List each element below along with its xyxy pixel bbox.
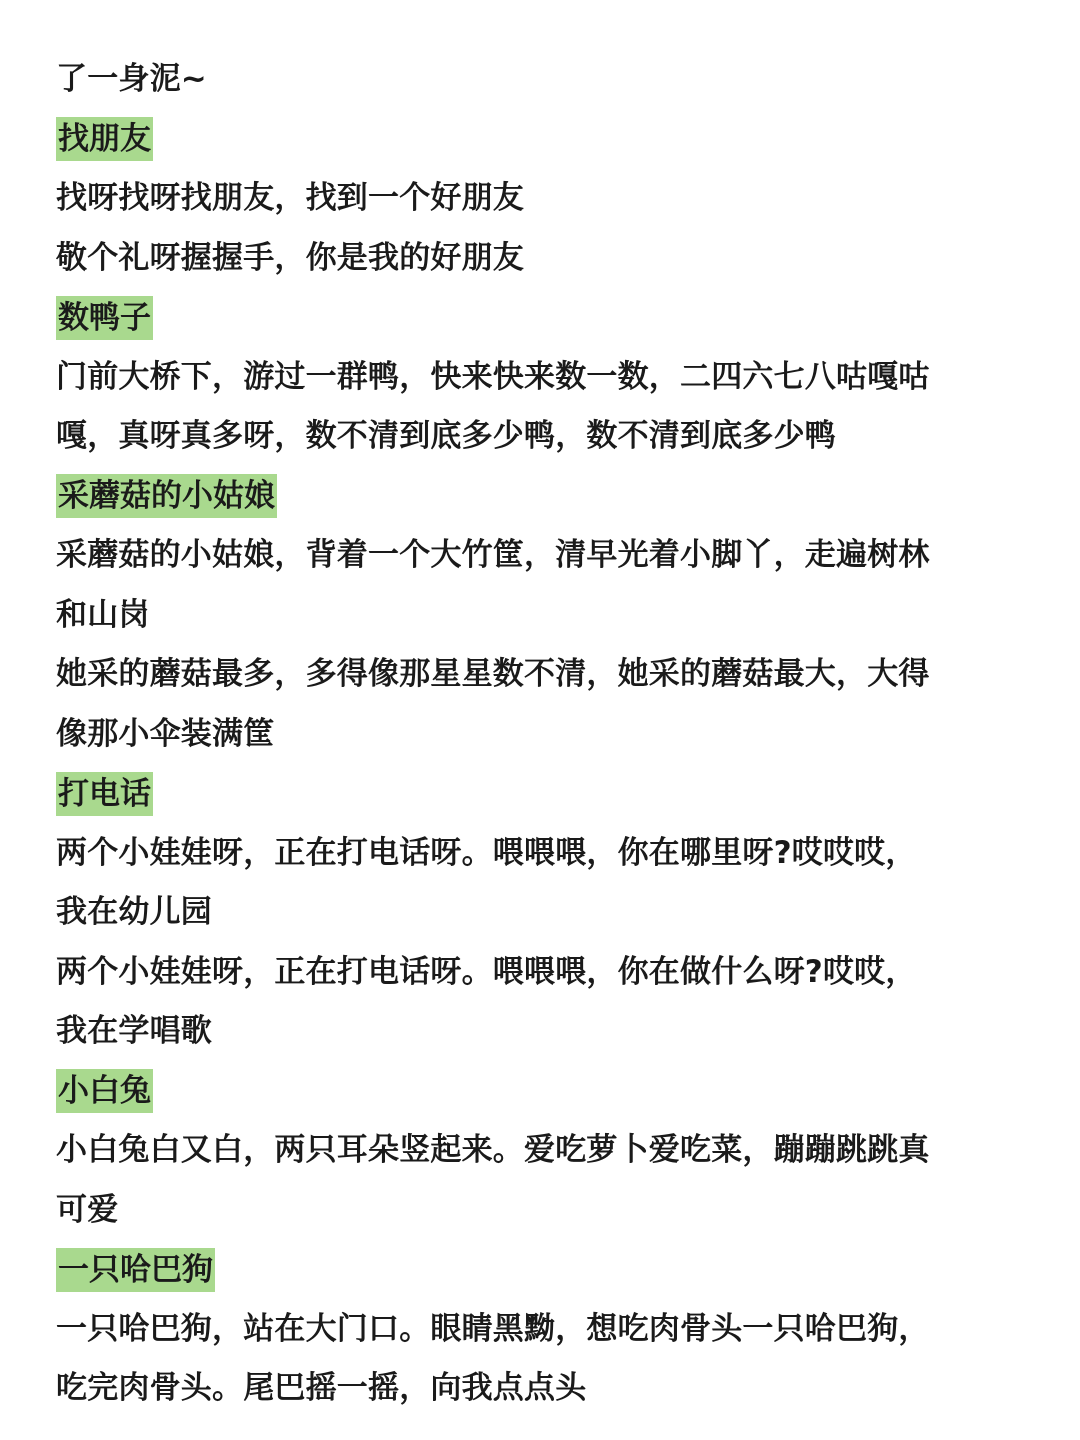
lyric-line: 嘎，真呀真多呀，数不清到底多少鸭，数不清到底多少鸭 xyxy=(56,418,836,454)
lyric-line: 敬个礼呀握握手，你是我的好朋友 xyxy=(56,239,524,276)
lyric-line: 可爱 xyxy=(56,1191,119,1228)
song-title-row xyxy=(56,110,1024,170)
lyric-line: 两个小娃娃呀，正在打电话呀。喂喂喂，你在做什么呀?哎哎， xyxy=(56,953,917,990)
song-title: 打电话 xyxy=(56,772,153,816)
lyric-line: 采蘑菇的小姑娘，背着一个大竹筐，清早光着小脚丫，走遍树林 xyxy=(56,537,930,573)
lyric-line: 她采的蘑菇最多，多得像那星星数不清，她采的蘑菇最大，大得 xyxy=(56,656,930,692)
song-title: 采蘑菇的小姑娘 xyxy=(56,474,277,518)
song-title: 一只哈巴狗 xyxy=(56,1248,215,1292)
song-title-row xyxy=(56,467,1024,527)
song-title: 小白兔 xyxy=(56,1069,153,1113)
intro-line: 了一身泥~ xyxy=(56,61,207,97)
lyric-line: 一只哈巴狗，站在大门口。眼睛黑黝，想吃肉骨头一只哈巴狗， xyxy=(56,1310,930,1347)
lyric-line: 我在学唱歌 xyxy=(56,1013,212,1049)
lyric-line: 找呀找呀找朋友，找到一个好朋友 xyxy=(56,180,524,216)
song-title: 数鸭子 xyxy=(56,296,153,340)
song-title-row xyxy=(56,764,1024,824)
lyric-line: 门前大桥下，游过一群鸭，快来快来数一数，二四六七八咕嘎咕 xyxy=(56,358,930,395)
song-title-row xyxy=(56,288,1024,348)
song-title: 找朋友 xyxy=(56,117,153,161)
song-title-row xyxy=(56,1062,1024,1122)
lyric-line: 我在幼儿园 xyxy=(56,894,212,930)
song-title-row xyxy=(56,1240,1024,1300)
lyric-line: 两个小娃娃呀，正在打电话呀。喂喂喂，你在哪里呀?哎哎哎， xyxy=(56,834,917,871)
lyric-line: 像那小伞装满筐 xyxy=(56,715,275,752)
lyric-line: 和山岗 xyxy=(56,596,150,633)
lyric-line: 吃完肉骨头。尾巴摇一摇，向我点点头 xyxy=(56,1370,587,1406)
lyric-line: 小白兔白又白，两只耳朵竖起来。爱吃萝卜爱吃菜，蹦蹦跳跳真 xyxy=(56,1132,930,1168)
